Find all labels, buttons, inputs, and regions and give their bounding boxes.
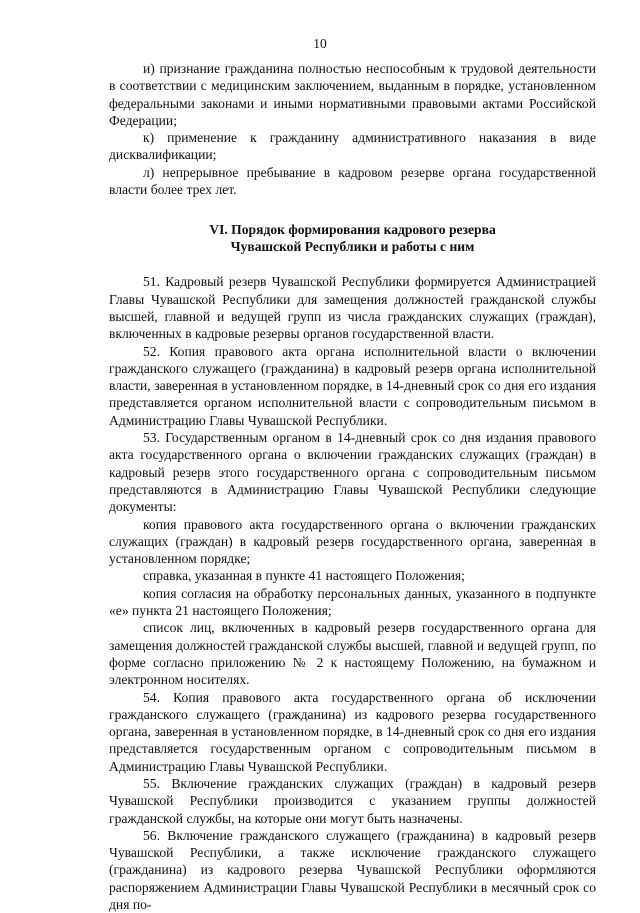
section-heading-line-1: VI. Порядок формирования кадрового резерва — [209, 222, 496, 238]
paragraph-56: 56. Включение гражданского служащего (гражданина) в кадровый резерв Чувашской Республики, а также исключение гражданского служащего (гражданина) из кадрового резерва Чувашской Республики оформляются распоряжением Администрации Главы Чувашской Республики в месячный срок со дня по- — [109, 827, 596, 913]
paragraph-item-k: к) применение к гражданину административного наказания в виде дисквалификации; — [109, 130, 596, 163]
section-heading-line-2: Чувашской Республики и работы с ним — [230, 239, 475, 255]
paragraph-52: 52. Копия правового акта органа исполнительной власти о включении гражданского служащего (гражданина) в кадровый резерв органа исполнительной власти, заверенная в установленном порядке, в 14-дневный срок со дня его издания представляется органом исполнительной власти с сопроводительным письмом в Администрацию Главы Чувашской Республики. — [109, 343, 596, 428]
paragraph-item-l: л) непрерывное пребывание в кадровом резерве органа государственной власти более трех лет. — [109, 164, 596, 198]
paragraph-53-doc-4: список лиц, включенных в кадровый резерв государственного органа для замещения должностей гражданской службы высшей, главной и ведущей групп, по форме согласно приложению № 2 к настоящему Положению, на бумажном и электронном носителях. — [109, 620, 596, 688]
paragraph-51: 51. Кадровый резерв Чувашской Республики формируется Администрацией Главы Чувашской Республики для замещения должностей гражданской службы высшей, главной и ведущей групп из числа гражданских служащих (граждан), включенных в кадровые резервы органов государственной власти. — [109, 274, 596, 342]
paragraph-53: 53. Государственным органом в 14-дневный срок со дня издания правового акта государственного органа о включении гражданских служащих (граждан) в кадровый резерв этого государственного органа с сопроводительным письмом представляются в Администрацию Главы Чувашской Республики следующие документы: — [109, 430, 596, 515]
document-body — [109, 60, 596, 913]
paragraph-53-doc-2: справка, указанная в пункте 41 настоящего Положения; — [143, 568, 465, 584]
page-number: 10 — [313, 36, 327, 51]
paragraph-53-doc-1: копия правового акта государственного органа о включении гражданских служащих (граждан) в кадровый резерв государственного органа, заверенная в установленном порядке; — [109, 516, 596, 567]
paragraph-53-doc-3: копия согласия на обработку персональных данных, указанного в подпункте «е» пункта 21 настоящего Положения; — [109, 585, 596, 619]
section-heading — [109, 221, 596, 255]
paragraph-55: 55. Включение гражданских служащих (граждан) в кадровый резерв Чувашской Республики производится с указанием группы должностей гражданской службы, на которые они могут быть назначены. — [109, 775, 596, 826]
paragraph-item-i: и) признание гражданина полностью неспособным к трудовой деятельности в соответствии с медицинским заключением, выданным в порядке, установленном федеральными законами и иными нормативными правовыми актами Российской Федерации; — [109, 61, 596, 128]
paragraph-54: 54. Копия правового акта государственного органа об исключении гражданского служащего (гражданина) из кадрового резерва государственного органа, заверенная в установленном порядке, в 14-дневный срок со дня его издания представляется государственным органом с сопроводительным письмом в Администрацию Главы Чувашской Республики. — [109, 689, 596, 774]
